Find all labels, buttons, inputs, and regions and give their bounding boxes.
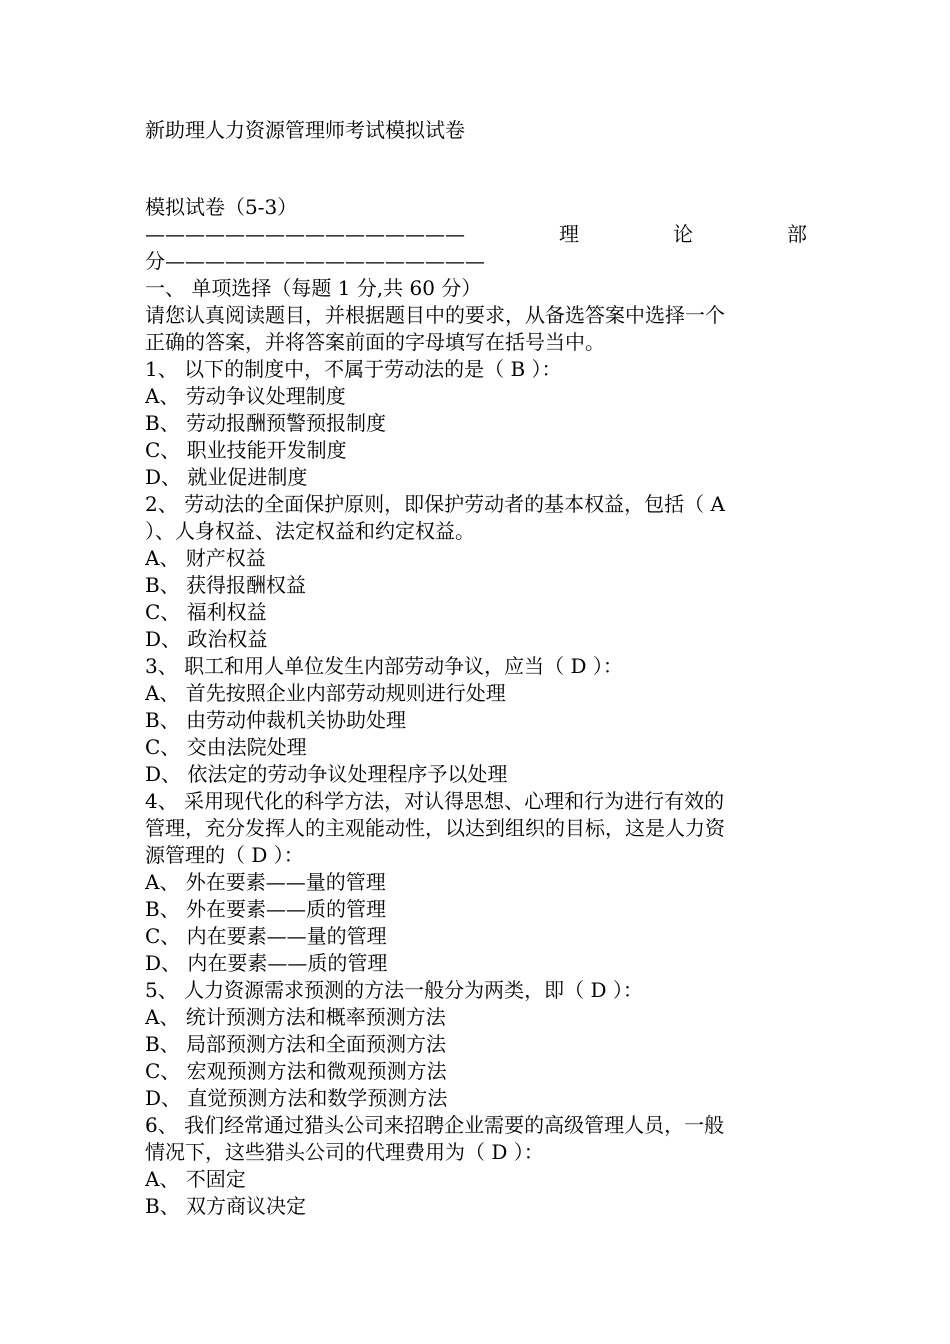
document-title: 新助理人力资源管理师考试模拟试卷 xyxy=(145,118,465,142)
question-text: 6、 我们经常通过猎头公司来招聘企业需要的高级管理人员，一般 xyxy=(145,1113,725,1137)
divider-char: 理 xyxy=(559,222,579,246)
question-block xyxy=(145,491,807,653)
instructions-line: 正确的答案，并将答案前面的字母填写在括号当中。 xyxy=(145,330,605,354)
answer-option: B、 劳动报酬预警预报制度 xyxy=(145,411,387,435)
question-text: 情况下，这些猎头公司的代理费用为（ D ）： xyxy=(145,1140,544,1164)
answer-option: D、 直觉预测方法和数学预测方法 xyxy=(145,1086,448,1110)
question-text xyxy=(145,491,807,518)
answer-option: C、 职业技能开发制度 xyxy=(145,438,347,462)
divider-char: 部 xyxy=(787,222,807,246)
question-text: 5、 人力资源需求预测的方法一般分为两类，即（ D ）： xyxy=(145,978,643,1002)
answer-option: C、 福利权益 xyxy=(145,600,267,624)
question-block xyxy=(145,788,807,977)
question-text: 4、 采用现代化的科学方法，对认得思想、心理和行为进行有效的 xyxy=(145,789,725,813)
question-block xyxy=(145,1112,807,1220)
section-heading: 一、 单项选择（每题 1 分,共 60 分） xyxy=(145,276,482,300)
answer-option: B、 双方商议决定 xyxy=(145,1194,307,1218)
answer-option: A、 统计预测方法和概率预测方法 xyxy=(145,1005,446,1029)
answer-option: A、 财产权益 xyxy=(145,546,266,570)
question-text: ）、人身权益、法定权益和约定权益。 xyxy=(145,519,475,543)
answer-option: B、 由劳动仲裁机关协助处理 xyxy=(145,708,407,732)
answer-option: C、 内在要素——量的管理 xyxy=(145,924,387,948)
instructions-line: 请您认真阅读题目，并根据题目中的要求，从备选答案中选择一个 xyxy=(145,303,725,327)
answer-option: B、 局部预测方法和全面预测方法 xyxy=(145,1032,447,1056)
section-divider-line1 xyxy=(145,221,807,248)
answer-option: D、 内在要素——质的管理 xyxy=(145,951,388,975)
answer-option: D、 政治权益 xyxy=(145,627,268,651)
answer-option: C、 宏观预测方法和微观预测方法 xyxy=(145,1059,447,1083)
document-body xyxy=(145,194,807,1220)
question-text: 1、 以下的制度中，不属于劳动法的是（ B ）： xyxy=(145,357,562,381)
question-text: 3、 职工和用人单位发生内部劳动争议，应当（ D ）： xyxy=(145,654,623,678)
question-text-segment: 2、 劳动法的全面保护原则，即保护劳动者的基本权益，包括（ A xyxy=(145,492,725,516)
answer-option: A、 不固定 xyxy=(145,1167,246,1191)
answer-option: A、 首先按照企业内部劳动规则进行处理 xyxy=(145,681,506,705)
question-text: 源管理的（ D ）： xyxy=(145,843,304,867)
answer-option: B、 外在要素——质的管理 xyxy=(145,897,387,921)
answer-option: C、 交由法院处理 xyxy=(145,735,307,759)
answer-option: B、 获得报酬权益 xyxy=(145,573,307,597)
answer-option: A、 劳动争议处理制度 xyxy=(145,384,346,408)
answer-option: D、 就业促进制度 xyxy=(145,465,308,489)
answer-option: A、 外在要素——量的管理 xyxy=(145,870,386,894)
answer-option: D、 依法定的劳动争议处理程序予以处理 xyxy=(145,762,508,786)
question-block xyxy=(145,653,807,788)
divider-dashes: ———————————————— xyxy=(145,222,465,246)
exam-subtitle: 模拟试卷（5-3） xyxy=(145,195,298,219)
question-block xyxy=(145,356,807,491)
section-divider-line2: 分———————————————— xyxy=(145,249,485,273)
question-text: 管理，充分发挥人的主观能动性，以达到组织的目标，这是人力资 xyxy=(145,816,725,840)
question-block xyxy=(145,977,807,1112)
divider-char: 论 xyxy=(673,222,693,246)
